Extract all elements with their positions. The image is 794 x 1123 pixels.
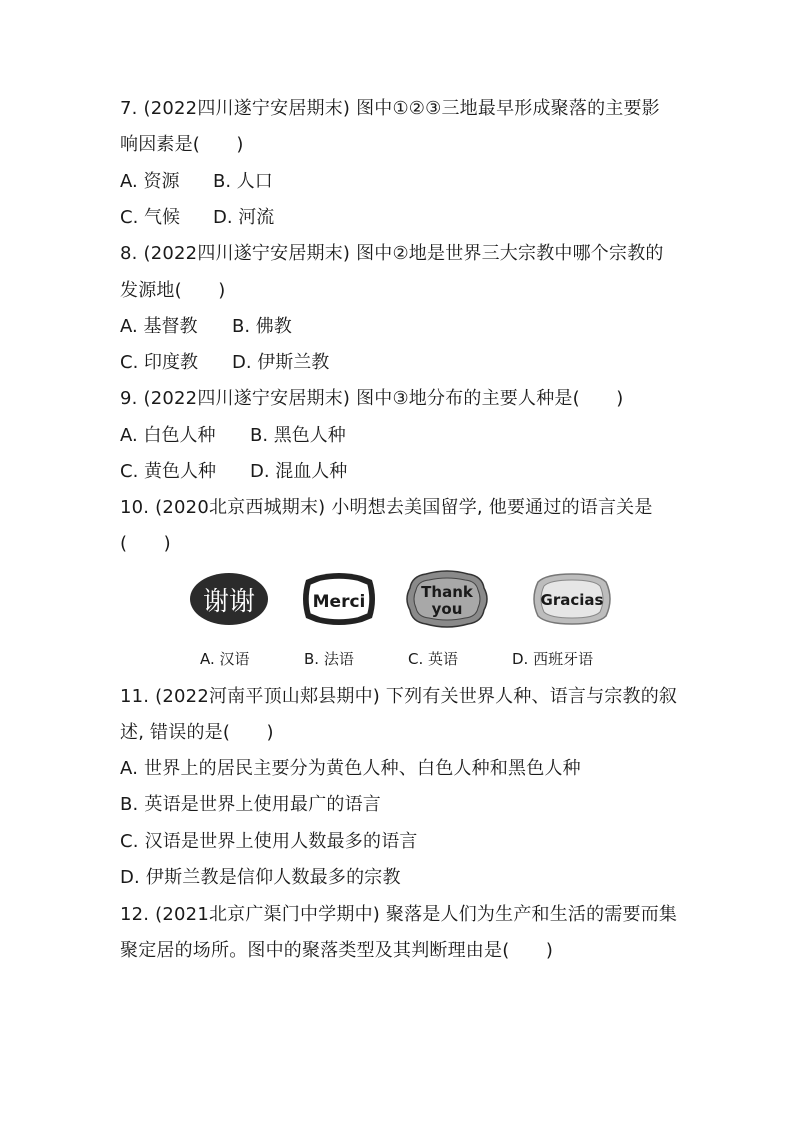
badge-french-shape bbox=[296, 566, 382, 632]
q11-option-c[interactable]: C. 汉语是世界上使用人数最多的语言 bbox=[120, 831, 418, 852]
q10-option-c[interactable]: C. 英语 bbox=[408, 650, 459, 668]
q12-stem-line1: 12. (2021北京广渠门中学期中) 聚落是人们为生产和生活的需要而集 bbox=[120, 904, 678, 925]
q10-option-b[interactable]: B. 法语 bbox=[304, 650, 354, 668]
badge-english-text-line2: you bbox=[431, 600, 463, 618]
badge-chinese-shape bbox=[188, 566, 270, 632]
badge-chinese-text: 谢谢 bbox=[202, 587, 256, 617]
badge-french-text: Merci bbox=[312, 592, 366, 612]
q10-option-a[interactable]: A. 汉语 bbox=[200, 650, 250, 668]
badge-spanish-shape bbox=[526, 566, 618, 632]
q9-option-d[interactable]: D. 混血人种 bbox=[250, 461, 348, 482]
q9-option-c[interactable]: C. 黄色人种 bbox=[120, 461, 217, 482]
badge-chinese[interactable] bbox=[188, 566, 270, 632]
q8-option-c[interactable]: C. 印度教 bbox=[120, 352, 199, 373]
q7-option-d[interactable]: D. 河流 bbox=[213, 207, 275, 228]
q11-option-a[interactable]: A. 世界上的居民主要分为黄色人种、白色人种和黑色人种 bbox=[120, 758, 581, 779]
q11-stem-line1: 11. (2022河南平顶山郏县期中) 下列有关世界人种、语言与宗教的叙 bbox=[120, 686, 678, 707]
q7-option-b[interactable]: B. 人口 bbox=[213, 171, 273, 192]
badge-french[interactable] bbox=[296, 566, 382, 632]
q9-option-b[interactable]: B. 黑色人种 bbox=[250, 425, 346, 446]
q11-option-b[interactable]: B. 英语是世界上使用最广的语言 bbox=[120, 794, 381, 815]
badge-english-text-line1: Thank bbox=[421, 583, 473, 601]
q11-stem-line2: 述, 错误的是( ) bbox=[120, 722, 274, 743]
q7-stem-line1: 7. (2022四川遂宁安居期末) 图中①②③三地最早形成聚落的主要影 bbox=[120, 98, 660, 119]
q12-stem-line2: 聚定居的场所。图中的聚落类型及其判断理由是( ) bbox=[120, 940, 554, 961]
q7-option-a[interactable]: A. 资源 bbox=[120, 171, 180, 192]
q9-option-a[interactable]: A. 白色人种 bbox=[120, 425, 216, 446]
q8-stem-line2: 发源地( ) bbox=[120, 280, 226, 301]
badge-english-shape bbox=[402, 566, 492, 632]
q10-stem-line2: ( ) bbox=[120, 533, 171, 554]
q11-option-d[interactable]: D. 伊斯兰教是信仰人数最多的宗教 bbox=[120, 867, 401, 888]
language-badges bbox=[180, 566, 620, 676]
badge-english[interactable] bbox=[402, 566, 492, 632]
q10-stem-line1: 10. (2020北京西城期末) 小明想去美国留学, 他要通过的语言关是 bbox=[120, 497, 653, 518]
q8-option-a[interactable]: A. 基督教 bbox=[120, 316, 198, 337]
q7-option-c[interactable]: C. 气候 bbox=[120, 207, 181, 228]
badge-spanish-text: Gracias bbox=[540, 591, 604, 609]
q8-option-d[interactable]: D. 伊斯兰教 bbox=[232, 352, 330, 373]
badge-spanish[interactable] bbox=[526, 566, 618, 632]
q7-stem-line2: 响因素是( ) bbox=[120, 134, 244, 155]
q8-stem-line1: 8. (2022四川遂宁安居期末) 图中②地是世界三大宗教中哪个宗教的 bbox=[120, 243, 664, 264]
q10-option-d[interactable]: D. 西班牙语 bbox=[512, 650, 594, 668]
q8-option-b[interactable]: B. 佛教 bbox=[232, 316, 292, 337]
q9-stem-line1: 9. (2022四川遂宁安居期末) 图中③地分布的主要人种是( ) bbox=[120, 388, 624, 409]
